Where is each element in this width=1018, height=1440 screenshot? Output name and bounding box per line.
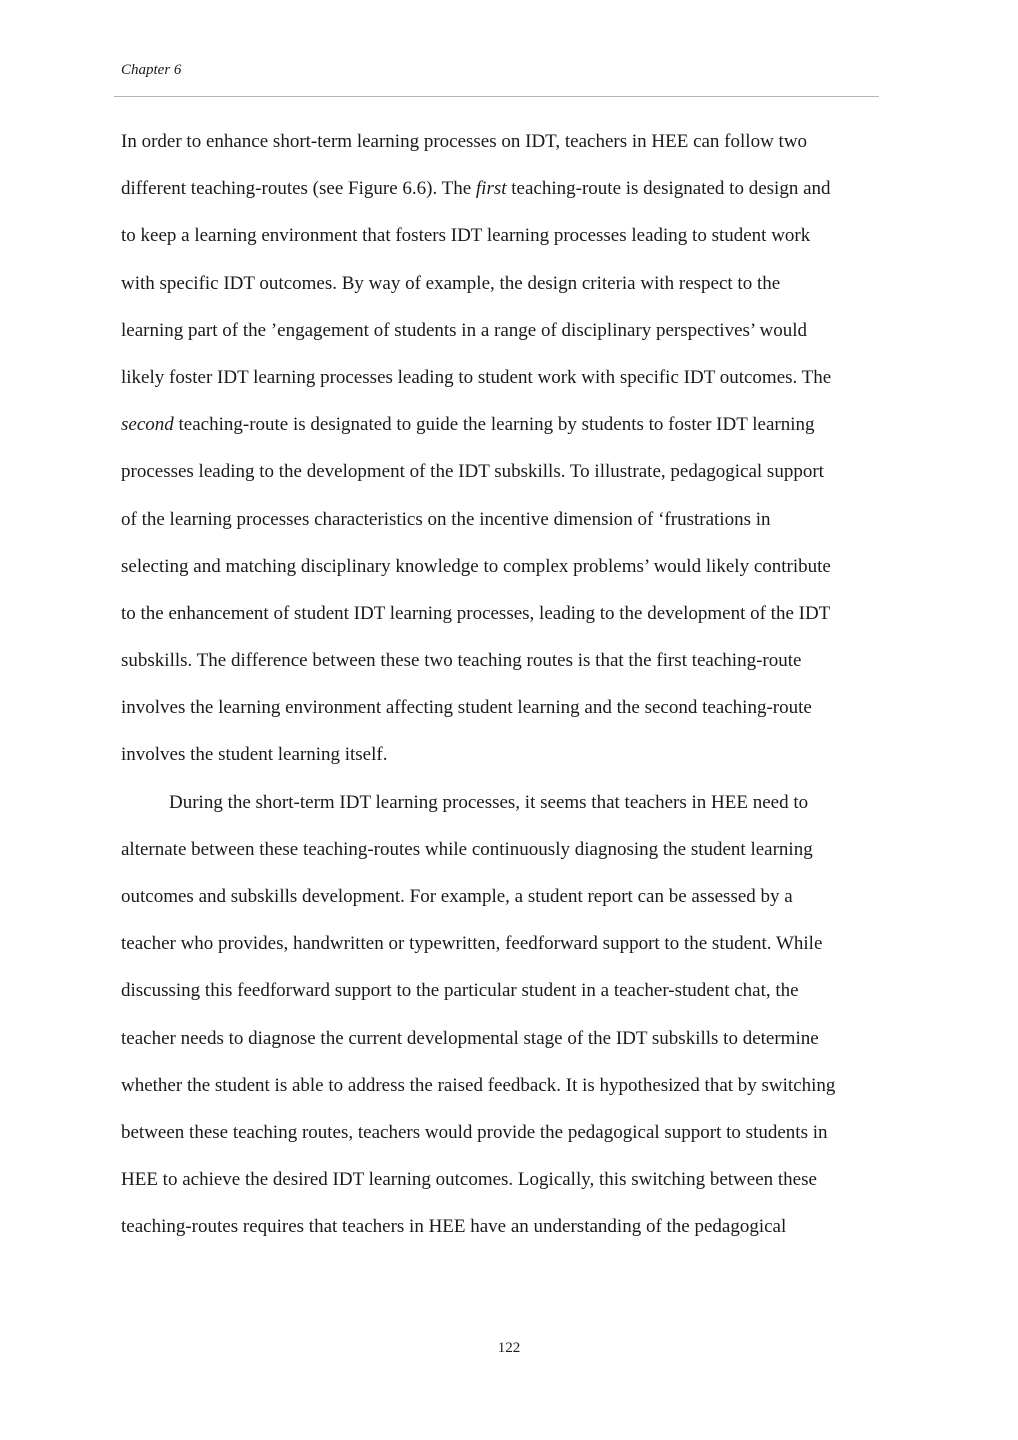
text-line: between these teaching routes, teachers would provide the pedagogical support to students in: [121, 1121, 828, 1143]
text-line: During the short-term IDT learning processes, it seems that teachers in HEE need to: [169, 791, 809, 813]
text-line: second teaching-route is designated to guide the learning by students to foster IDT learning: [121, 414, 815, 436]
text-line: learning part of the ’engagement of students in a range of disciplinary perspectives’ would: [121, 319, 808, 341]
paragraph-1: [121, 118, 911, 779]
paragraph-2: [121, 779, 911, 1251]
text-line: to the enhancement of student IDT learning processes, leading to the development of the IDT: [121, 602, 831, 624]
text-line: teaching-routes requires that teachers in HEE have an understanding of the pedagogical: [121, 1216, 787, 1238]
chapter-running-header: Chapter 6: [121, 62, 182, 78]
text-line: In order to enhance short-term learning processes on IDT, teachers in HEE can follow two: [121, 131, 808, 152]
text-line: whether the student is able to address the raised feedback. It is hypothesized that by switching: [121, 1074, 836, 1096]
body-text: [121, 118, 911, 1251]
text-line: selecting and matching disciplinary knowledge to complex problems’ would likely contribute: [121, 555, 831, 577]
text-line: teacher who provides, handwritten or typewritten, feedforward support to the student. While: [121, 933, 823, 955]
emphasis-second: second: [121, 414, 174, 436]
text-line: different teaching-routes (see Figure 6.6). The first teaching-route is designated to design and: [121, 178, 831, 200]
text-line: likely foster IDT learning processes leading to student work with specific IDT outcomes. The: [121, 366, 832, 388]
text-line: HEE to achieve the desired IDT learning outcomes. Logically, this switching between these: [121, 1169, 817, 1191]
text-line: to keep a learning environment that fosters IDT learning processes leading to student work: [121, 225, 811, 247]
text-line: subskills. The difference between these two teaching routes is that the first teaching-route: [121, 650, 802, 672]
text-line: outcomes and subskills development. For example, a student report can be assessed by a: [121, 886, 793, 907]
text-line: alternate between these teaching-routes while continuously diagnosing the student learning: [121, 838, 813, 860]
text-line: teacher needs to diagnose the current developmental stage of the IDT subskills to determine: [121, 1027, 819, 1049]
emphasis-first: first: [475, 178, 507, 200]
text-line: involves the learning environment affecting student learning and the second teaching-route: [121, 697, 812, 719]
text-line: involves the student learning itself.: [121, 744, 388, 766]
text-line: of the learning processes characteristics on the incentive dimension of ‘frustrations in: [121, 508, 771, 530]
header-divider: [114, 96, 879, 97]
page-number: 122: [497, 1340, 521, 1356]
text-line: discussing this feedforward support to the particular student in a teacher-student chat, the: [121, 980, 799, 1002]
text-line: processes leading to the development of the IDT subskills. To illustrate, pedagogical support: [121, 461, 824, 483]
text-line: with specific IDT outcomes. By way of example, the design criteria with respect to the: [121, 272, 781, 294]
